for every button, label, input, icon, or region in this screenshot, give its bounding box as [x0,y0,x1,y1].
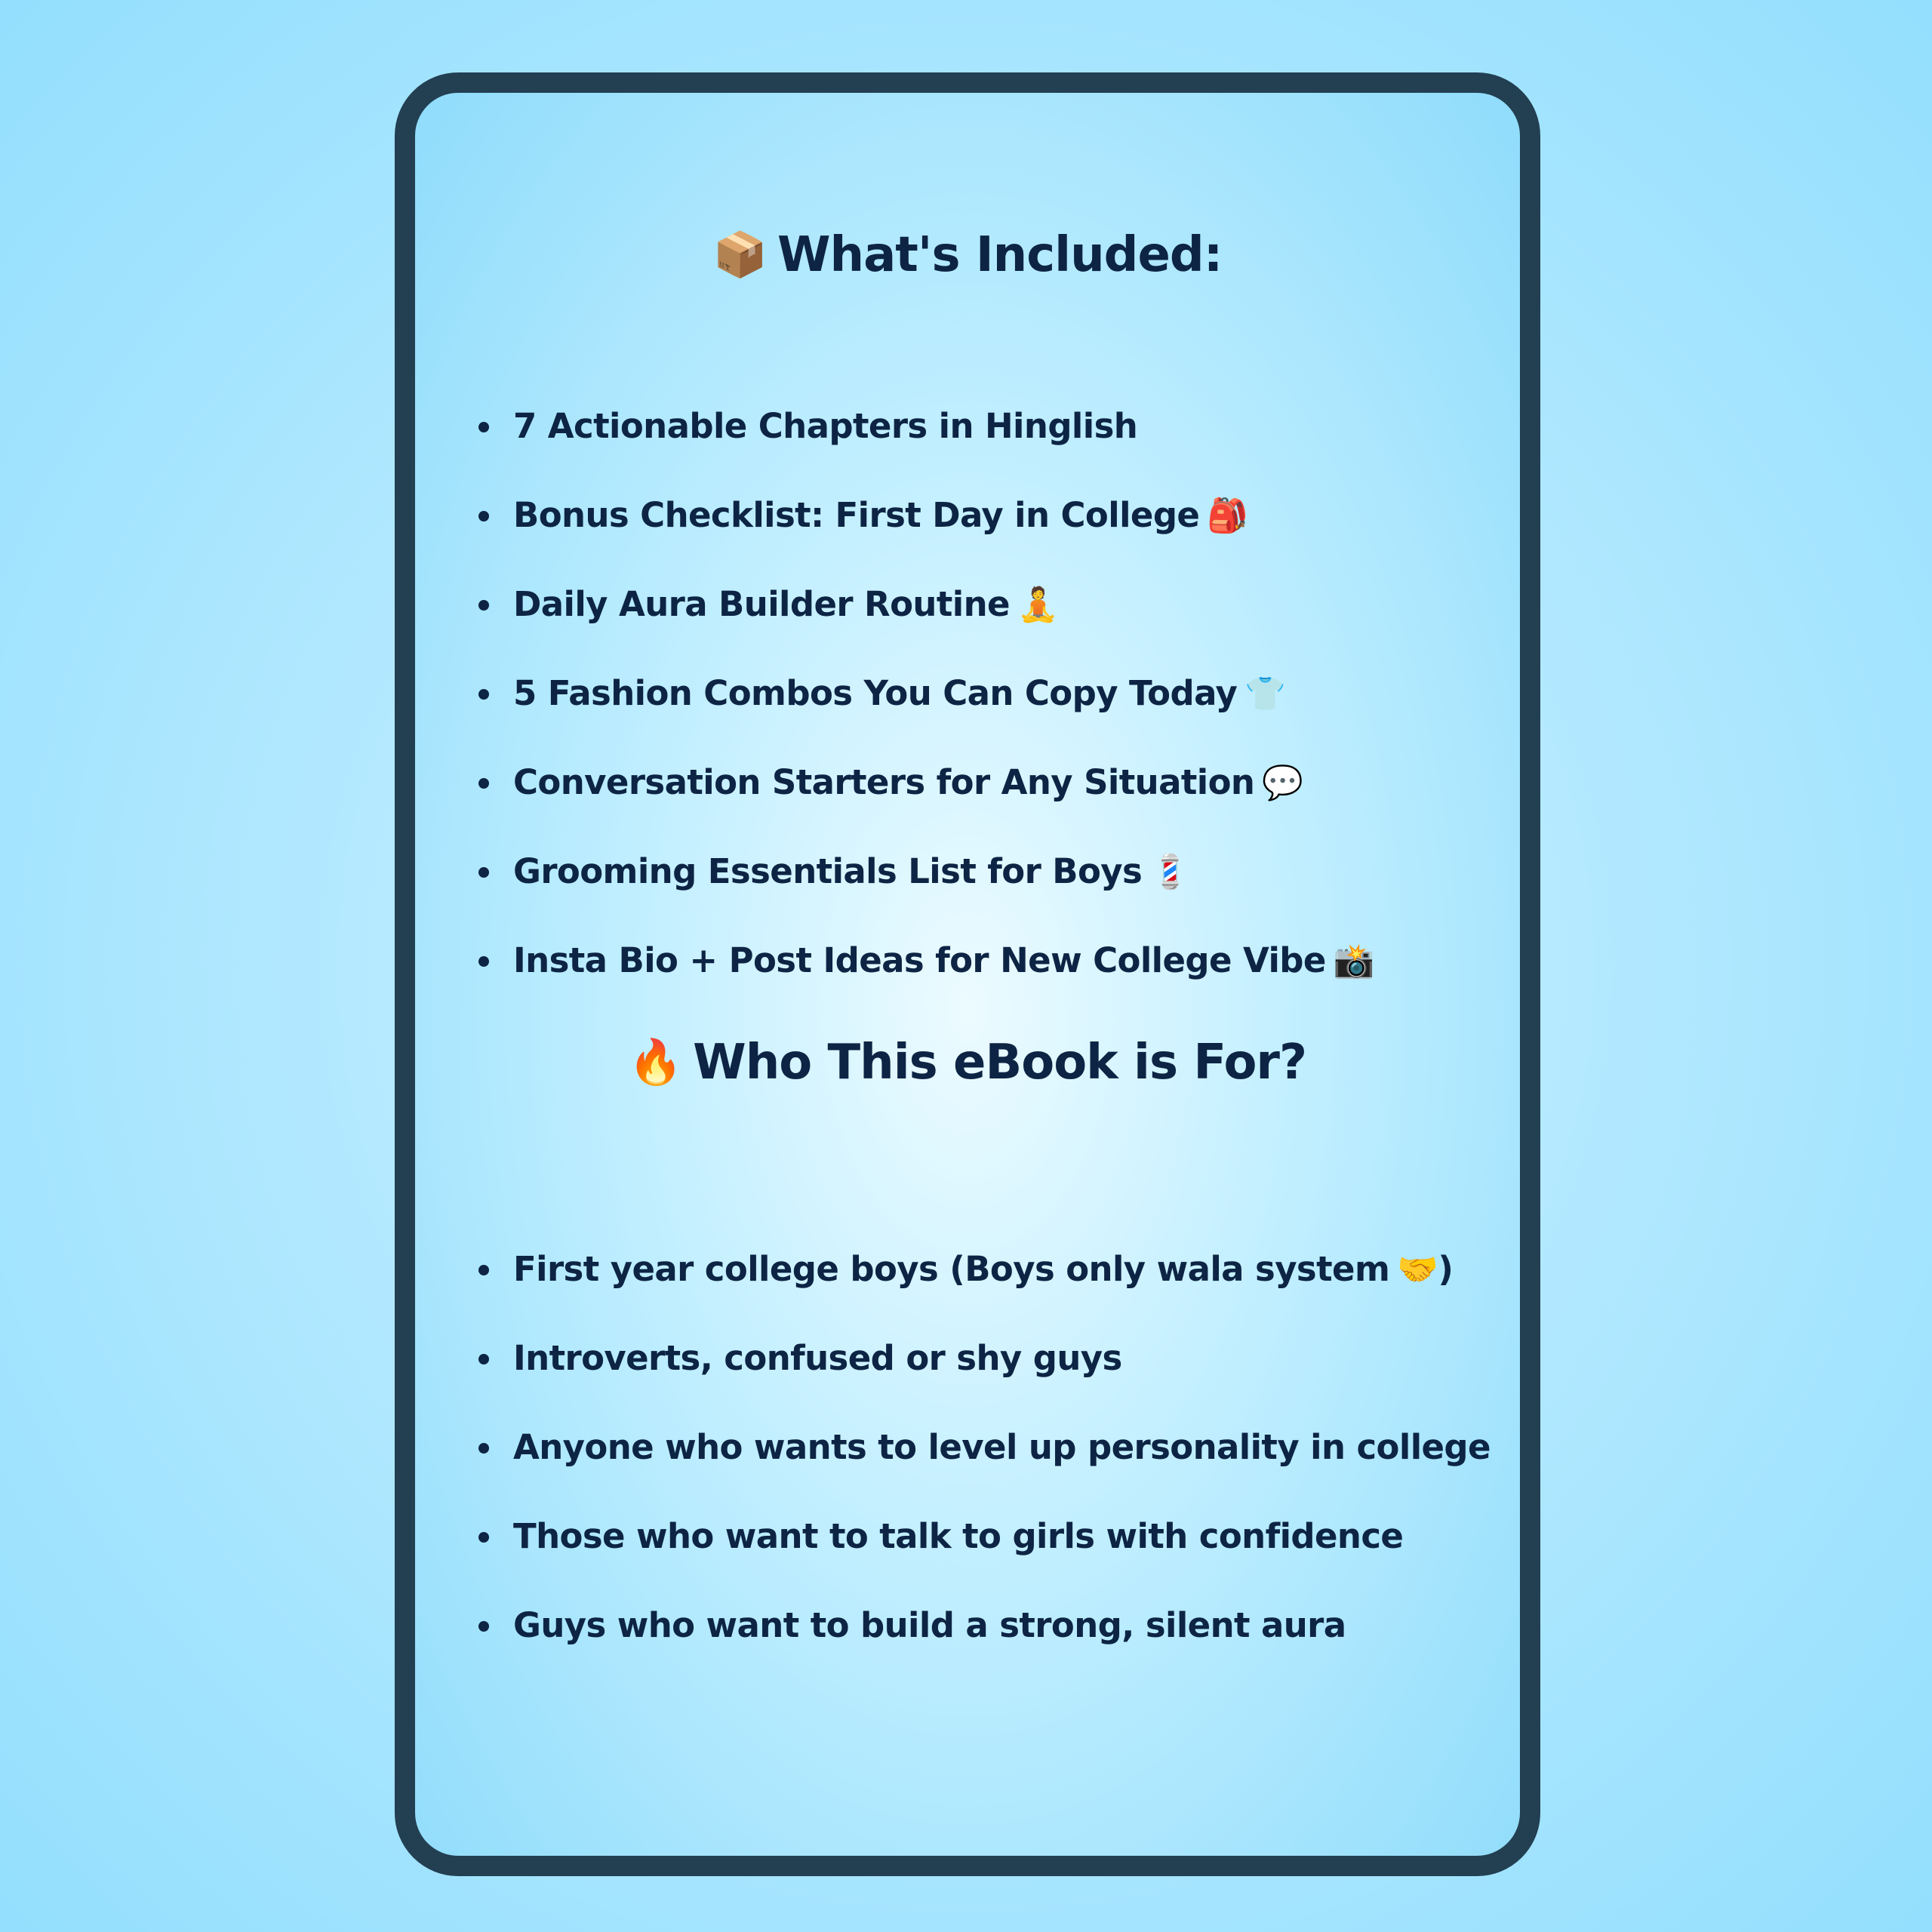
list-item-text: Those who want to talk to girls with confidence [513,1516,1404,1556]
bullet [478,1265,489,1275]
backpack-icon: 🎒 [1207,497,1248,535]
package-icon: 📦 [712,229,767,280]
whats-included-heading [415,227,1520,283]
list-item-text: Bonus Checklist: First Day in College [513,495,1200,535]
who-this-is-for-title: Who This eBook is For? [693,1035,1307,1091]
list-item-text: Conversation Starters for Any Situation [513,762,1255,802]
bullet [478,867,489,878]
bullet [478,689,489,700]
list-item [415,916,1374,1005]
list-item [415,1314,1491,1403]
list-item-text: First year college boys (Boys only wala system [513,1249,1390,1289]
audience-list [415,1225,1491,1670]
list-item-text: Guys who want to build a strong, silent aura [513,1605,1346,1645]
bullet [478,422,489,432]
camera-flash-icon: 📸 [1333,942,1374,980]
list-item [415,827,1374,916]
who-this-is-for-heading [415,1035,1520,1091]
barber-pole-icon: 💈 [1149,853,1191,891]
list-item [415,382,1374,471]
list-item-text: Introverts, confused or shy guys [513,1338,1122,1378]
list-item-text: Anyone who wants to level up personality in college [513,1427,1491,1467]
bullet [478,1532,489,1543]
ebook-info-card [395,72,1540,1876]
list-item [415,649,1374,738]
list-item [415,738,1374,827]
handshake-icon: 🤝 [1397,1251,1438,1289]
list-item-text: Insta Bio + Post Ideas for New College Vibe [513,940,1326,980]
list-item [415,1581,1491,1670]
bullet [478,600,489,611]
speech-bubble-icon: 💬 [1262,764,1303,802]
list-item [415,560,1374,649]
list-item [415,1403,1491,1492]
bullet [478,956,489,967]
bullet [478,511,489,521]
list-item [415,1492,1491,1581]
whats-included-title: What's Included: [777,227,1223,283]
meditation-icon: 🧘 [1017,586,1059,624]
bullet [478,1443,489,1454]
list-item-text: 5 Fashion Combos You Can Copy Today [513,673,1238,713]
fire-icon: 🔥 [628,1036,683,1088]
tshirt-icon: 👕 [1244,675,1286,713]
bullet [478,1621,489,1632]
list-item-suffix: ) [1438,1249,1454,1289]
list-item-text: Daily Aura Builder Routine [513,584,1010,624]
list-item [415,1225,1491,1314]
included-list [415,382,1374,1005]
list-item-text: Grooming Essentials List for Boys [513,851,1143,891]
bullet [478,778,489,789]
list-item-text: 7 Actionable Chapters in Hinglish [513,406,1138,446]
list-item [415,471,1374,560]
bullet [478,1354,489,1364]
